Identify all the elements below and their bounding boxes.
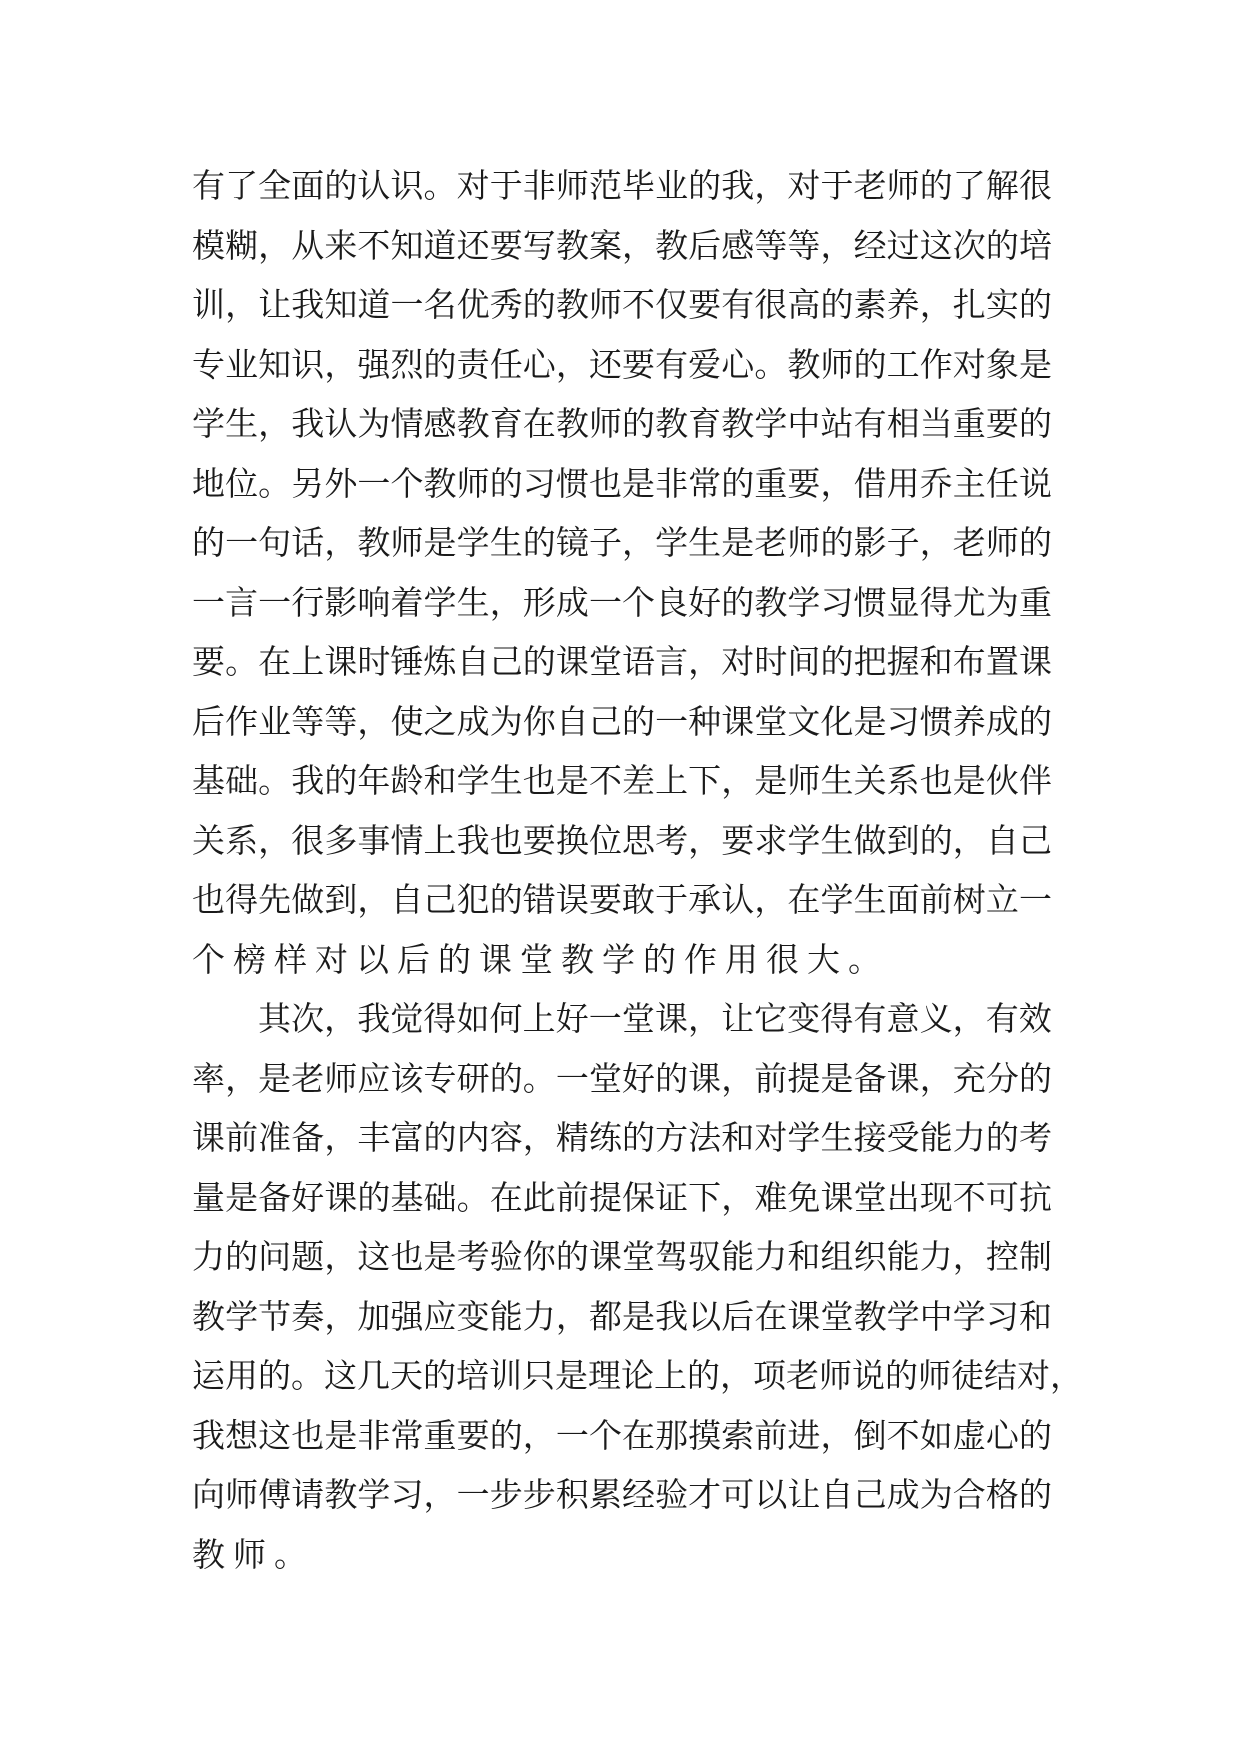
text-line: 力 的 问 题 ， 这 也 是 考 验 你 的 课 堂 驾 驭 能 力 和 组 织 能 力 ， 控 制 bbox=[192, 1237, 1052, 1276]
text-line: 的 一 句 话 ， 教 师 是 学 生 的 镜 子 ， 学 生 是 老 师 的 影 子 ， 老 师 的 bbox=[192, 523, 1052, 562]
text-line: 有 了 全 面 的 认 识 。 对 于 非 师 范 毕 业 的 我 ， 对 于 老 师 的 了 解 很 bbox=[192, 166, 1052, 205]
body-text bbox=[192, 156, 1083, 1584]
text-line: 要 。 在 上 课 时 锤 炼 自 己 的 课 堂 语 言 ， 对 时 间 的 把 握 和 布 置 课 bbox=[192, 642, 1052, 681]
text-line: 也 得 先 做 到 ， 自 己 犯 的 错 误 要 敢 于 承 认 ， 在 学 生 面 前 树 立 一 bbox=[192, 880, 1052, 919]
text-line: 我 想 这 也 是 非 常 重 要 的 ， 一 个 在 那 摸 索 前 进 ， 倒 不 如 虚 心 的 bbox=[192, 1415, 1052, 1455]
text-line: 后 作 业 等 等 ， 使 之 成 为 你 自 己 的 一 种 课 堂 文 化 是 习 惯 养 成 的 bbox=[192, 701, 1052, 741]
text-line: 模 糊 ， 从 来 不 知 道 还 要 写 教 案 ， 教 后 感 等 等 ， 经 过 这 次 的 培 bbox=[192, 225, 1052, 265]
text-line: 训 ， 让 我 知 道 一 名 优 秀 的 教 师 不 仅 要 有 很 高 的 素 养 ， 扎 实 的 bbox=[192, 285, 1052, 324]
text-line: 运 用 的 。 这 几 天 的 培 训 只 是 理 论 上 的 ， 项 老 师 说 的 师 徒 结 对 ， bbox=[192, 1356, 1083, 1395]
text-line: 基 础 。 我 的 年 龄 和 学 生 也 是 不 差 上 下 ， 是 师 生 关 系 也 是 伙 伴 bbox=[192, 761, 1052, 800]
text-line: 教 学 节 奏 ， 加 强 应 变 能 力 ， 都 是 我 以 后 在 课 堂 教 学 中 学 习 和 bbox=[192, 1296, 1052, 1336]
text-line: 课 前 准 备 ， 丰 富 的 内 容 ， 精 练 的 方 法 和 对 学 生 接 受 能 力 的 考 bbox=[192, 1118, 1052, 1157]
text-line: 其 次 ， 我 觉 得 如 何 上 好 一 堂 课 ， 让 它 变 得 有 意 义 ， 有 效 bbox=[258, 999, 1052, 1038]
text-line: 教师。 bbox=[192, 1534, 315, 1574]
text-line: 率 ， 是 老 师 应 该 专 研 的 。 一 堂 好 的 课 ， 前 提 是 备 课 ， 充 分 的 bbox=[192, 1058, 1052, 1098]
text-line: 量 是 备 好 课 的 基 础 。 在 此 前 提 保 证 下 ， 难 免 课 堂 出 现 不 可 抗 bbox=[192, 1177, 1052, 1217]
text-line: 地 位 。 另 外 一 个 教 师 的 习 惯 也 是 非 常 的 重 要 ， 借 用 乔 主 任 说 bbox=[192, 463, 1052, 503]
text-line: 向 师 傅 请 教 学 习 ， 一 步 步 积 累 经 验 才 可 以 让 自 己 成 为 合 格 的 bbox=[192, 1475, 1052, 1514]
text-line: 专 业 知 识 ， 强 烈 的 责 任 心 ， 还 要 有 爱 心 。 教 师 的 工 作 对 象 是 bbox=[192, 344, 1052, 384]
text-line: 关 系 ， 很 多 事 情 上 我 也 要 换 位 思 考 ， 要 求 学 生 做 到 的 ， 自 己 bbox=[192, 820, 1052, 860]
text-line: 学 生 ， 我 认 为 情 感 教 育 在 教 师 的 教 育 教 学 中 站 有 相 当 重 要 的 bbox=[192, 404, 1052, 443]
text-line: 一 言 一 行 影 响 着 学 生 ， 形 成 一 个 良 好 的 教 学 习 惯 显 得 尤 为 重 bbox=[192, 582, 1052, 622]
text-line: 个榜样对以后的课堂教学的作用很大。 bbox=[192, 939, 889, 979]
